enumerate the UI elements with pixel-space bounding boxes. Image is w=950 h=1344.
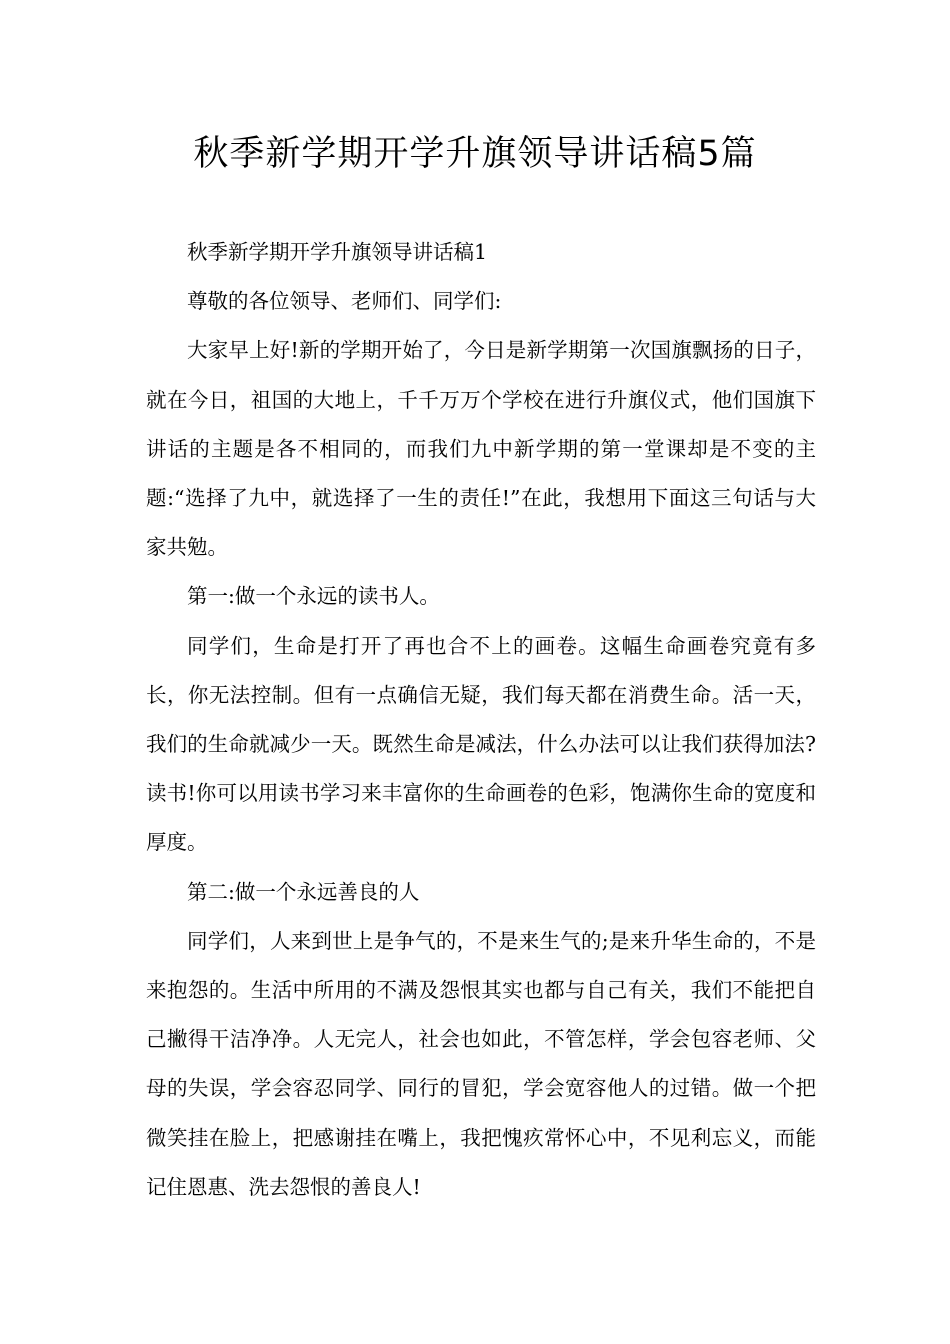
salutation: 尊敬的各位领导、老师们、同学们: xyxy=(187,289,502,314)
section-heading: 秋季新学期开学升旗领导讲话稿1 xyxy=(187,240,488,264)
point-heading: 第一:做一个永远的读书人。 xyxy=(187,584,440,609)
paragraph: 同学们，生命是打开了再也合不上的画卷。这幅生命画卷究竟有多长，你无法控制。但有一点确信无疑，我们每天都在消费生命。活一天，我们的生命就减少一天。既然生命是减法，什么办法可以让我们获得加法?读书!你可以用读书学习来丰富你的生命画卷的色彩，饱满你生命的宽度和厚度。 xyxy=(146,633,816,855)
point-heading: 第二:做一个永远善良的人 xyxy=(187,879,420,904)
paragraph: 大家早上好!新的学期开始了，今日是新学期第一次国旗飘扬的日子，就在今日，祖国的大地上，千千万万个学校在进行升旗仪式，他们国旗下讲话的主题是各不相同的，而我们九中新学期的第一堂课却是不变的主题:“选择了九中，就选择了一生的责任!”在此，我想用下面这三句话与大家共勉。 xyxy=(146,338,816,560)
document-body xyxy=(146,228,816,1212)
paragraph: 同学们，人来到世上是争气的，不是来生气的;是来升华生命的，不是来抱怨的。生活中所用的不满及怨恨其实也都与自己有关，我们不能把自己撇得干洁净净。人无完人，社会也如此，不管怎样，学会包容老师、父母的失误，学会容忍同学、同行的冒犯，学会宽容他人的过错。做一个把微笑挂在脸上，把感谢挂在嘴上，我把愧疚常怀心中，不见利忘义，而能记住恩惠、洗去怨恨的善良人! xyxy=(146,928,816,1199)
document-title: 秋季新学期开学升旗领导讲话稿5篇 xyxy=(193,134,757,174)
